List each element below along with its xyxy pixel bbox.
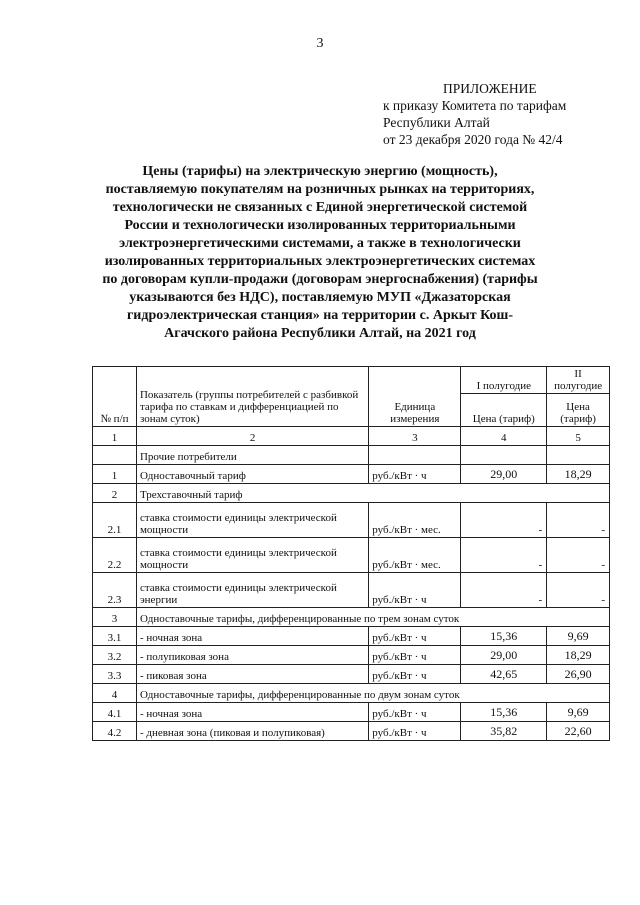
colnum-1: 1: [93, 427, 137, 446]
header-indicator: Показатель (группы потребителей с разбивкой тарифа по ставкам и дифференциацией по зонам суток): [136, 367, 368, 427]
page-number: 3: [316, 36, 324, 51]
row-price-2: 9,69: [547, 627, 610, 646]
row-price-2: 18,29: [547, 465, 610, 484]
section-label: Трехставочный тариф: [136, 484, 609, 503]
colnum-4: 4: [461, 427, 547, 446]
row-unit: руб./кВт · ч: [369, 722, 461, 741]
row-number: 2.1: [93, 503, 137, 538]
empty-cell: [93, 446, 137, 465]
row-indicator: ставка стоимости единицы электрической мощности: [136, 538, 368, 573]
row-unit: руб./кВт · ч: [369, 703, 461, 722]
tariff-table: [92, 366, 610, 741]
colnum-3: 3: [369, 427, 461, 446]
empty-cell: [369, 446, 461, 465]
row-price-1: 29,00: [461, 646, 547, 665]
empty-cell: [461, 446, 547, 465]
row-indicator: ставка стоимости единицы электрической мощности: [136, 503, 368, 538]
row-price-2: 22,60: [547, 722, 610, 741]
document-title: Цены (тарифы) на электрическую энергию (мощность), поставляемую покупателям на розничных рынках на территориях, технологически не связанных с Единой энергетической системой России и технологически изолированных территориальными электроэнергетическими системами, а также в технологически изолированных территориальных электроэнергетических системах по договорам купли-продажи (договорам энергоснабжения) (тарифы указываются без НДС), поставляемую МУП «Джазаторская гидроэлектрическая станция» на территории с. Аркыт Кош-Агачского района Республики Алтай, на 2021 год: [102, 164, 538, 341]
row-number: 2: [93, 484, 137, 503]
group-row-other: [93, 446, 610, 465]
row-indicator: ставка стоимости единицы электрической энергии: [136, 573, 368, 608]
row-number: 4: [93, 684, 137, 703]
row-price-1: -: [461, 573, 547, 608]
row-unit: руб./кВт · ч: [369, 465, 461, 484]
header-price-1: Цена (тариф): [461, 394, 547, 427]
colnum-5: 5: [547, 427, 610, 446]
table-row: [93, 538, 610, 573]
row-number: 3.3: [93, 665, 137, 684]
header-half-2: II полугодие: [547, 367, 610, 394]
row-indicator: - ночная зона: [136, 627, 368, 646]
row-number: 3.1: [93, 627, 137, 646]
header-unit: Единица измерения: [369, 367, 461, 427]
row-price-2: 18,29: [547, 646, 610, 665]
appendix-line-2: Республики Алтай: [383, 115, 490, 130]
row-indicator: - пиковая зона: [136, 665, 368, 684]
row-price-2: -: [547, 538, 610, 573]
table-row: [93, 703, 610, 722]
row-unit: руб./кВт · ч: [369, 646, 461, 665]
table-row: [93, 627, 610, 646]
appendix-line-3: от 23 декабря 2020 года № 42/4: [383, 132, 563, 147]
row-unit: руб./кВт · ч: [369, 627, 461, 646]
row-price-2: -: [547, 573, 610, 608]
table-row: [93, 573, 610, 608]
row-price-1: 35,82: [461, 722, 547, 741]
row-number: 4.1: [93, 703, 137, 722]
header-half-1: I полугодие: [461, 367, 547, 394]
table-row: [93, 665, 610, 684]
row-number: 3: [93, 608, 137, 627]
header-price-2: Цена (тариф): [547, 394, 610, 427]
table-row: [93, 465, 610, 484]
header-no: № п/п: [93, 367, 137, 427]
appendix-block: [383, 80, 566, 148]
section-row: [93, 484, 610, 503]
row-price-2: 26,90: [547, 665, 610, 684]
table-row: [93, 503, 610, 538]
row-number: 2.2: [93, 538, 137, 573]
column-number-row: [93, 427, 610, 446]
row-price-1: -: [461, 503, 547, 538]
row-number: 4.2: [93, 722, 137, 741]
row-price-2: 9,69: [547, 703, 610, 722]
row-price-1: 42,65: [461, 665, 547, 684]
row-price-1: 15,36: [461, 627, 547, 646]
appendix-line-1: к приказу Комитета по тарифам: [383, 98, 567, 113]
section-row: [93, 608, 610, 627]
row-price-1: 15,36: [461, 703, 547, 722]
row-unit: руб./кВт · ч: [369, 665, 461, 684]
row-number: 3.2: [93, 646, 137, 665]
table-row: [93, 646, 610, 665]
row-price-1: 29,00: [461, 465, 547, 484]
row-price-1: -: [461, 538, 547, 573]
row-unit: руб./кВт · мес.: [369, 503, 461, 538]
row-price-2: -: [547, 503, 610, 538]
section-row: [93, 684, 610, 703]
row-indicator: - дневная зона (пиковая и полупиковая): [136, 722, 368, 741]
section-label: Одноставочные тарифы, дифференцированные по двум зонам суток: [136, 684, 609, 703]
row-indicator: - ночная зона: [136, 703, 368, 722]
appendix-heading: ПРИЛОЖЕНИЕ: [443, 81, 537, 96]
row-unit: руб./кВт · ч: [369, 573, 461, 608]
row-unit: руб./кВт · мес.: [369, 538, 461, 573]
table-row: [93, 722, 610, 741]
row-number: 2.3: [93, 573, 137, 608]
row-indicator: - полупиковая зона: [136, 646, 368, 665]
empty-cell: [547, 446, 610, 465]
section-label: Одноставочные тарифы, дифференцированные по трем зонам суток: [136, 608, 609, 627]
row-number: 1: [93, 465, 137, 484]
table-header-row: [93, 367, 610, 394]
colnum-2: 2: [136, 427, 368, 446]
group-other-label: Прочие потребители: [136, 446, 368, 465]
row-indicator: Одноставочный тариф: [136, 465, 368, 484]
